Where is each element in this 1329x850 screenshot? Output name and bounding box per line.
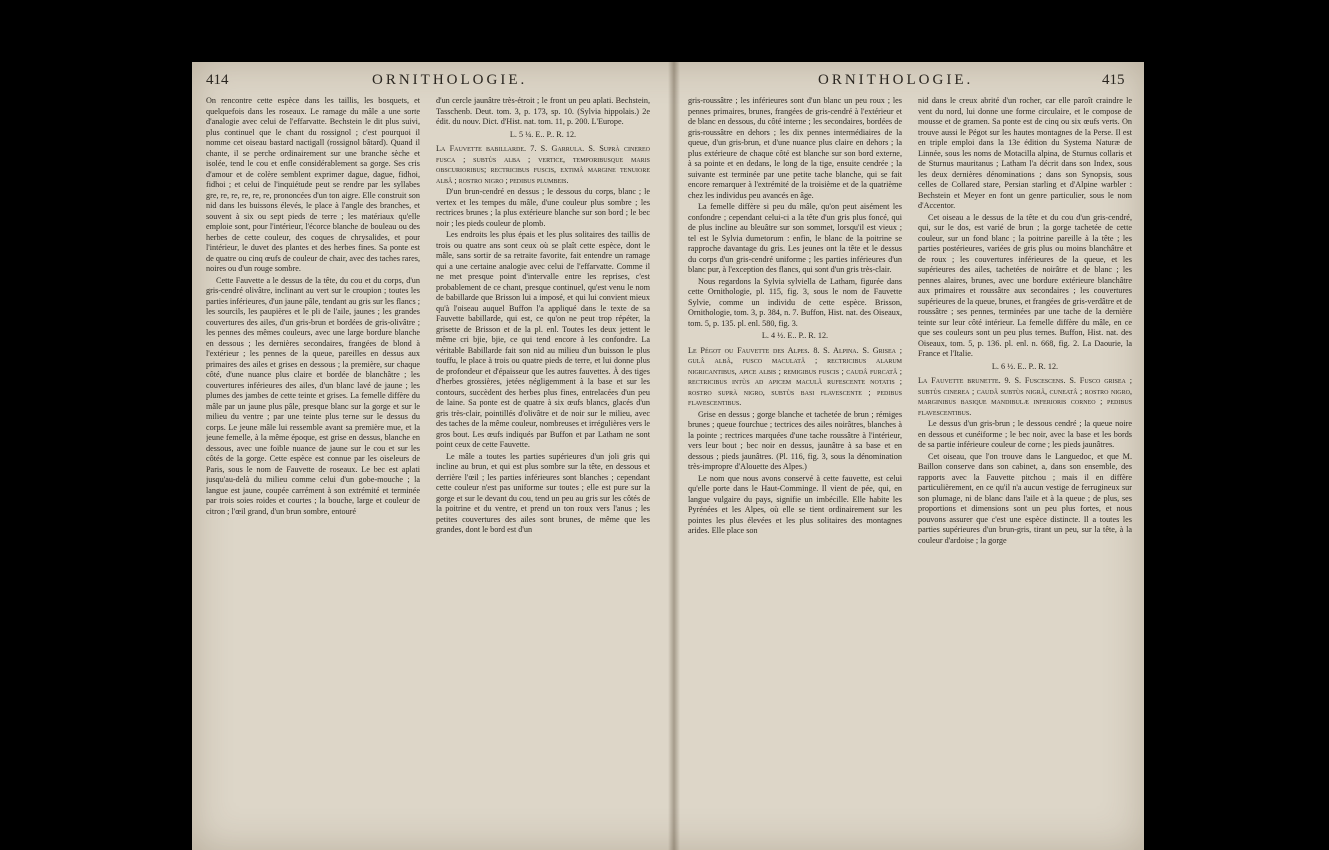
left-page-column-2 bbox=[436, 96, 650, 841]
paragraph: Le nom que nous avons conservé à cette fauvette, est celui qu'elle porte dans le Haut-Comminge. Il vient de pée, qui, en langue vulgaire du pays, signifie un imbécille. Elle habite les Pyrénées et les Alpes, où elle se tient ordinairement sur les pointes les plus élevées et les plus solitaires des montagnes arides. Elle place son bbox=[688, 473, 902, 535]
paragraph: Cet oiseau, que l'on trouve dans le Languedoc, et que M. Baillon conserve dans son cabinet, a, dans son ensemble, des rapports avec la Fauvette pitchou ; mais il en diffère particulièrement, en ce qu'il n'a aucun vestige de ferrugineux sur son plumage, ni de blanc dans l'aile et à la queue ; de plus, ses proportions et dimensions sont un peu plus fortes, et nous pouvons assurer que c'est une espèce distincte. Il a toutes les parties supérieures d'un brun-gris, tirant un peu, sur la tête, à la couleur d'ardoise ; la gorge bbox=[918, 451, 1132, 545]
paragraph: Les endroits les plus épais et les plus solitaires des taillis de trois ou quatre ans sont ceux où se plaît cette espèce, dont le mâle, sans sortir de sa retraite favorite, fait entendre un ramage qui a une certaine analogie avec celui de l'effarvatte. Comme il ne met presque point d'intervalle entre les reprises, c'est probablement de ce chant, presque continuel, qu'est venu le nom de babillarde que Brisson lui a imposé, et qui lui convient mieux qu'à l'oiseau auquel Buffon l'a appliqué dans le texte de sa Fauvette babillarde, qui est, ce qu'on ne peut trop répéter, la grisette de Brisson et de la pl. enl. Toutes les deux jettent le même cri bjie, bjie, ce qui tend encore à les confondre. La véritable Babillarde fait son nid au milieu d'un buisson le plus touffu, le place à trois ou quatre pieds de terre, et lui donne plus de profondeur et d'épaisseur que les autres fauvettes. À des tiges d'herbes grossières, jetées négligemment à la base et sur les contours, succèdent des herbes plus fines, entrelacées d'un peu de laine. Sa ponte est de quatre à six œufs blancs, glacés d'un gris très-clair, pointillés d'olivâtre et de noir sur le milieu, avec des taches de la même couleur, nombreuses et irrégulières vers le gros bout. Les œufs indiqués par Buffon et par Latham ne sont point ceux de cette Fauvette. bbox=[436, 230, 650, 449]
measurement-line: L. 6 ½. E.. P.. R. 12. bbox=[991, 361, 1059, 371]
left-page-header: ORNITHOLOGIE. bbox=[372, 72, 528, 88]
paragraph: Grise en dessus ; gorge blanche et tachetée de brun ; rémiges brunes ; queue fourchue ; tectrices des ailes noirâtres, blanches à la pointe ; rectrices marquées d'une tache roussâtre à l'intérieur, vers leur bout ; bec noir en dessus, jaunâtre à sa base et en dessous ; pieds jaunâtres. (Pl. 116, fig. 3, sous la dénomination très-impropre d'Alouette des Alpes.) bbox=[688, 409, 902, 471]
book-gutter bbox=[668, 62, 680, 850]
paragraph: d'un cercle jaunâtre très-étroit ; le front un peu aplati. Bechstein, Tasschenb. Deut. tom. 3, p. 173, sp. 10. (Sylvia hippolais.) 2e édit. du nouv. Dict. d'Hist. nat. tom. 11, p. 200. L'Europe. bbox=[436, 96, 650, 126]
species-heading: La Fauvette babillarde. 7. S. Garrula. S. Suprà cinereo fusca ; subtùs alba ; vertice, temporibusque maris obscurioribus; rectricibus fuscis, extimâ margine tenuiore albâ ; rostro nigro ; pedibus plumbeis. bbox=[436, 144, 650, 185]
left-page-number: 414 bbox=[206, 72, 229, 88]
measurement-line: L. 5 ¼. E.. P.. R. 12. bbox=[509, 129, 577, 139]
species-heading: Le Pégot ou Fauvette des Alpes. 8. S. Alpina. S. Grisea ; gulâ albâ, fusco maculatâ ; rectricibus alarum nigricantibus, apice albis ; remigibus fuscis ; caudâ furcatâ ; rectricibus intùs ad apicem maculâ rufescente notatis ; rostro suprà nigro, subtùs basi flavescente ; pedibus flavescentibus. bbox=[688, 345, 902, 407]
left-page-column-1 bbox=[206, 96, 420, 841]
right-page-header: ORNITHOLOGIE. bbox=[818, 72, 974, 88]
paragraph: Le mâle a toutes les parties supérieures d'un joli gris qui incline au brun, et qui est plus sombre sur la tête, en dessous et derrière l'œil ; les parties inférieures sont blanches ; cependant cette couleur n'est pas uniforme sur toutes ; elle est pure sur la gorge et sur le devant du cou, tend un peu au gris sur les côtés de la poitrine et du ventre, et prend un ton roux vers l'anus ; les petites couvertures des ailes sont brunes, de même que les grandes, dont le bord est d'un bbox=[436, 451, 650, 534]
paragraph: D'un brun-cendré en dessus ; le dessous du corps, blanc ; le vertex et les tempes du mâle, d'une couleur plus sombre ; les rectrices brunes ; la plus extérieure blanche sur son bord ; le bec noir ; les pieds couleur de plomb. bbox=[436, 187, 650, 228]
measurement-line: L. 4 ½. E.. P.. R. 12. bbox=[761, 331, 829, 340]
paragraph: Cette Fauvette a le dessus de la tête, du cou et du corps, d'un gris-cendré olivâtre, inclinant au vert sur le croupion ; toutes les parties inférieures, d'un jaune pâle, tendant au gris sur les flancs ; les sourcils, les paupières et le pli de l'aile, jaunes ; les grandes couvertures des ailes, d'un gris-brun et bordées de gris-olivâtre ; les pennes des mêmes couleurs, avec une large bordure blanche en dessous ; les dernières secondaires, frangées de blond à l'extérieur ; les pennes de la queue, pareilles en dessus aux primaires des ailes et grises en dessous ; la première, sur chaque côté, d'une nuance plus claire et bordée de blanchâtre ; les couvertures inférieures des ailes, d'un blanc lavé de jaune ; les plumes des jambes de cette teinte et grises. La femelle diffère du mâle par un jaune plus pâle, presque blanc sur la gorge et sur le milieu du ventre ; par une teinte plus terne sur le dessus du corps. Le jeune mâle lui ressemble avant sa première mue, et la jeune femelle, à la même époque, est grise en dessus, blanche en dessous, avec une foible nuance de jaune sur le cou et sur les côtés de la gorge. Cette espèce est connue par les oiseleurs de Paris, sous le nom de Fauvette de roseaux. Le bec est aplati jusqu'au-delà du milieu comme celui d'un gobe-mouche ; la langue est jaune, coupée carrément à son extrémité et terminée par trois soies roides et courtes ; la bouche, large et couleur de citron ; l'œil grand, d'un brun sombre, entouré bbox=[206, 275, 420, 516]
paragraph: nid dans le creux abrité d'un rocher, car elle paroît craindre le vent du nord, lui donne une forme circulaire, et le compose de mousse et de gramen. Sa ponte est de cinq ou six œufs verts. On trouve aussi le Pégot sur les hautes montagnes de la Perse. Il est en triple emploi dans la 13e édition du Systema Naturæ de Linnée, sous les noms de Motacilla alpina, de Sturnus collaris et de Sturnus mauritanus ; Latham l'a décrit dans son Index, sous les deux dernières dénominations ; dans son Synopsis, sous celles de Collared stare, Persian starling et d'Alpine warbler : Bechstein et Meyer en font un genre particulier, sous le nom d'Accentor. bbox=[918, 96, 1132, 210]
paragraph: gris-roussâtre ; les inférieures sont d'un blanc un peu roux ; les pennes primaires, brunes, frangées de gris-cendré à l'extérieur et de blanc en dessous, du côté interne ; les secondaires, bordées de gris-roussâtre en dehors ; les dix pennes intermédiaires de la queue, d'un gris-brun, et d'une nuance plus claire en dehors ; la plus extérieure de chaque côté est blanche sur son bord externe, à sa pointe et en dedans, le long de la tige, ensuite cendrée ; la suivante est terminée par une petite tache blanche, qui se fait encore remarquer à l'extrémité de la troisième et de la quatrième chez les individus peu avancés en âge. bbox=[688, 96, 902, 200]
right-page-number: 415 bbox=[1102, 72, 1125, 88]
paragraph: La femelle diffère si peu du mâle, qu'on peut aisément les confondre ; cependant celui-ci a la tête d'un gris plus foncé, qui de plus incline au bleuâtre sur son sommet, lorsqu'il est vieux ; tel est le Sylvia dumetorum : enfin, le blanc de la poitrine se rapproche davantage du gris. Les jeunes ont la tête et le dessus du corps d'un gris-cendré uniforme ; les parties inférieures d'un blanc pur, à l'exception des flancs, qui sont d'un gris très-clair. bbox=[688, 202, 902, 274]
paragraph: Nous regardons la Sylvia sylviella de Latham, figurée dans cette Ornithologie, pl. 115, fig. 3, sous le nom de Fauvette Sylvie, comme un individu de cette espèce. Brisson, Ornithologie, tom. 3, p. 384, n. 7. Buffon, Hist. nat. des Oiseaux, tom. 5, p. 135. pl. enl. 580, fig. 3. bbox=[688, 276, 902, 328]
right-page-column-2 bbox=[918, 96, 1132, 841]
paragraph: On rencontre cette espèce dans les taillis, les bosquets, et quelquefois dans les roseaux. Le ramage du mâle a une sorte d'analogie avec celui de l'effarvatte. Bechstein le dit plus suivi, plus continuel que le chant du rossignol ; c'est pourquoi il nomme cet oiseau bastard nactigall (rossignol bâtard). Quand il chante, il se perche ordinairement sur une branche sèche et isolée, tend le cou et enfle considérablement sa gorge. Ses cris d'amour et de colère semblent exprimer dague, dague, fidhoi, fidhoi ; et celui de l'inquiétude peut se rendre par les syllabes gre, re, re, re, re, re, prononcées d'un ton aigre. Elle construit son nid dans les buissons élevés, le place à l'angle des branches, et souvent à six ou sept pieds de terre ; les matériaux qu'elle emploie sont, pour l'intérieur, l'écorce blanche de bouleau ou des herbes de cette couleur, des coques de chrysalides, et pour l'intérieur, le duvet des plantes et des herbes fines. Sa ponte est de quatre ou cinq œufs de couleur de chair, avec des taches rares, noires ou d'un rouge sombre. bbox=[206, 96, 420, 273]
right-page-column-1 bbox=[688, 96, 902, 841]
paragraph: Cet oiseau a le dessus de la tête et du cou d'un gris-cendré, qui, sur le dos, est varié de brun ; la gorge tachetée de cette couleur, sur un fond blanc ; la poitrine pareille à la tête ; les parties postérieures, variées de gris plus ou moins blanchâtre et de roux ; les couvertures inférieures de la queue, et les supérieures des ailes, tachetées de noirâtre et de blanc ; les pennes alaires, brunes, avec une bordure extérieure blanchâtre aux primaires et roussâtre aux secondaires ; les couvertures supérieures de la queue, brunes, et frangées de gris-verdâtre et de roussâtre ; ses pennes, terminées par une tache de la dernière teinte sur leur côté intérieur. La femelle diffère du mâle, en ce que ses couleurs sont un peu plus ternes. Buffon, Hist. nat. des Oiseaux, tom. 5, p. 136. pl. enl. n. 668, fig. 2. La Daourie, la France et l'Italie. bbox=[918, 212, 1132, 358]
paragraph: Le dessus d'un gris-brun ; le dessous cendré ; la queue noire en dessous et cunéiforme ; le bec noir, avec la base et les bords de sa partie inférieure couleur de corne ; les pieds jaunâtres. bbox=[918, 419, 1132, 449]
species-heading: La Fauvette brunette. 9. S. Fuscescens. S. Fusco grisea ; subtùs cinerea ; caudâ subtùs nigrâ, cuneatâ ; rostro nigro, marginibus basique mandibulæ inferioris corneo ; pedibus flavescentibus. bbox=[918, 376, 1132, 417]
